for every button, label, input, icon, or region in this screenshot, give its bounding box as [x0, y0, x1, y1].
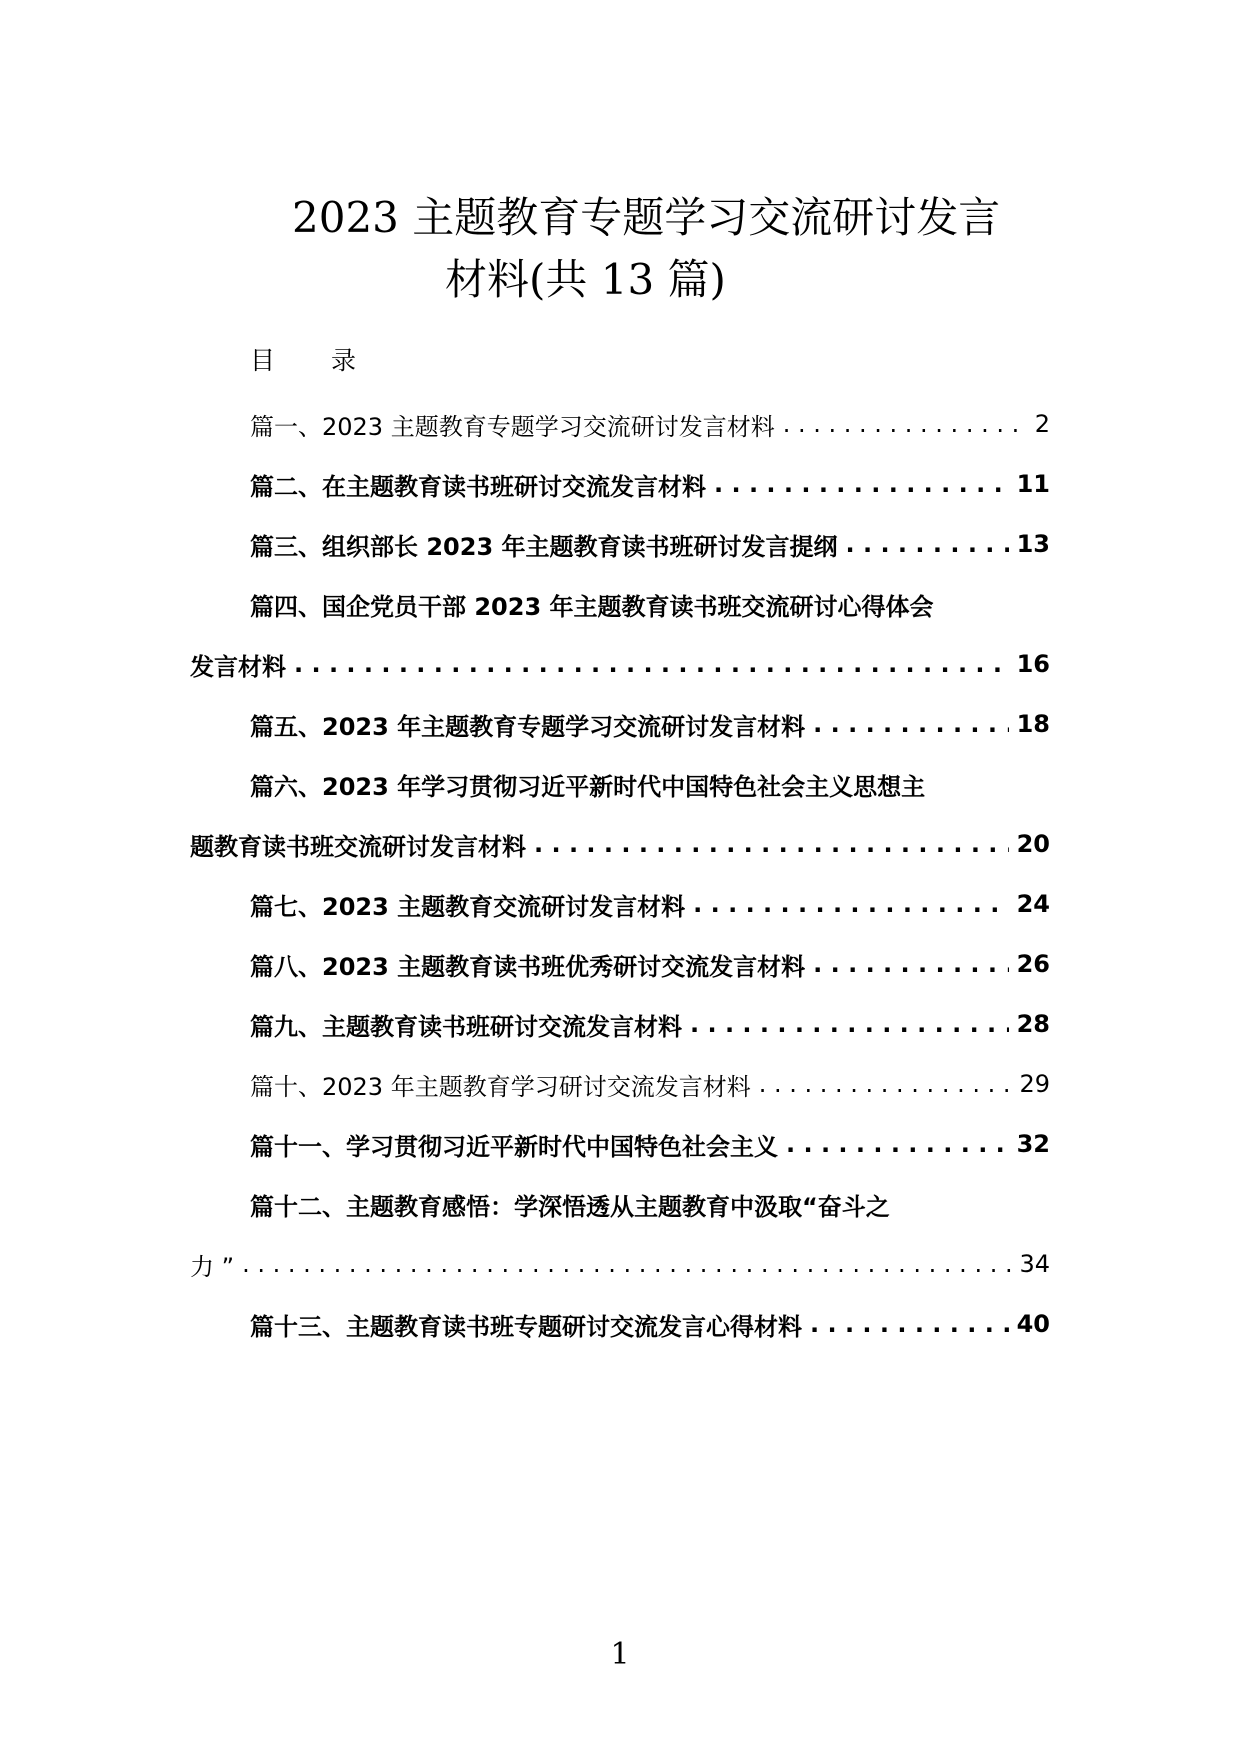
toc-leader-dots	[846, 530, 1009, 558]
toc-leader-dots	[242, 1250, 1011, 1278]
toc-entry-6[interactable]	[190, 824, 1050, 864]
toc-entry-page: 2	[1034, 410, 1050, 438]
toc-entry-text: 篇八、2023 主题教育读书班优秀研讨交流发言材料	[250, 952, 806, 981]
toc-entry-text: 篇三、组织部长 2023 年主题教育读书班研讨发言提纲	[250, 532, 838, 561]
toc-entry-text: 发言材料	[190, 652, 286, 681]
page-number: 1	[610, 1637, 630, 1672]
toc-entry-page: 26	[1016, 950, 1050, 978]
toc-entry-page: 13	[1016, 530, 1050, 558]
toc-leader-dots	[810, 1310, 1009, 1338]
toc-entry-page: 29	[1019, 1070, 1050, 1098]
toc-entry-2[interactable]	[250, 464, 1050, 504]
toc-leader-dots	[759, 1070, 1012, 1098]
toc-entry-text: 篇七、2023 主题教育交流研讨发言材料	[250, 892, 686, 921]
toc-entry-13[interactable]	[250, 1304, 1050, 1344]
toc-entry-10[interactable]	[250, 1064, 1050, 1104]
toc-entry-page: 24	[1016, 890, 1050, 918]
toc-heading: 目 录	[250, 346, 380, 375]
toc-entry-page: 16	[1016, 650, 1050, 678]
toc-entry-1[interactable]	[250, 404, 1050, 444]
toc-entry-12[interactable]	[190, 1244, 1050, 1284]
toc-entry-9[interactable]	[250, 1004, 1050, 1044]
toc-leader-dots	[690, 1010, 1009, 1038]
toc-leader-dots	[813, 950, 1008, 978]
toc-leader-dots	[714, 470, 1009, 498]
toc-entry-11[interactable]	[250, 1124, 1050, 1164]
toc-entry-page: 40	[1016, 1310, 1050, 1338]
toc-entry-text: 篇五、2023 年主题教育专题学习交流研讨发言材料	[250, 712, 806, 741]
toc-entry-5[interactable]	[250, 704, 1050, 744]
toc-entry-page: 28	[1016, 1010, 1050, 1038]
toc-leader-dots	[813, 710, 1008, 738]
toc-leader-dots	[783, 410, 1027, 438]
toc-entry-page: 20	[1016, 830, 1050, 858]
toc-entry-text: 篇十、2023 年主题教育学习研讨交流发言材料	[250, 1072, 751, 1101]
toc-leader-dots	[294, 650, 1009, 678]
toc-entry-text: 力 ”	[190, 1252, 235, 1281]
toc-entry-3[interactable]	[250, 524, 1050, 564]
toc-leader-dots	[693, 890, 1008, 918]
toc-entry-7[interactable]	[250, 884, 1050, 924]
toc-entry-page: 32	[1016, 1130, 1050, 1158]
toc-entry-page: 18	[1016, 710, 1050, 738]
toc-leader-dots	[786, 1130, 1009, 1158]
toc-leader-dots	[534, 830, 1009, 858]
document-title-line2: 材料(共 13 篇)	[445, 255, 726, 304]
toc-entry-4[interactable]	[190, 644, 1050, 684]
document-title-line1: 2023 主题教育专题学习交流研讨发言	[292, 193, 1001, 242]
toc-entry-6-line1[interactable]: 篇六、2023 年学习贯彻习近平新时代中国特色社会主义思想主	[250, 772, 926, 801]
toc-entry-text: 题教育读书班交流研讨发言材料	[190, 832, 526, 861]
toc-entry-text: 篇二、在主题教育读书班研讨交流发言材料	[250, 472, 706, 501]
toc-entry-page: 34	[1019, 1250, 1050, 1278]
toc-entry-8[interactable]	[250, 944, 1050, 984]
toc-entry-12-line1[interactable]: 篇十二、主题教育感悟：学深悟透从主题教育中汲取“奋斗之	[250, 1192, 890, 1221]
toc-entry-text: 篇一、2023 主题教育专题学习交流研讨发言材料	[250, 412, 775, 441]
toc-entry-text: 篇十三、主题教育读书班专题研讨交流发言心得材料	[250, 1312, 802, 1341]
toc-entry-page: 11	[1016, 470, 1050, 498]
toc-entry-text: 篇十一、学习贯彻习近平新时代中国特色社会主义	[250, 1132, 778, 1161]
toc-entry-4-line1[interactable]: 篇四、国企党员干部 2023 年主题教育读书班交流研讨心得体会	[250, 592, 934, 621]
toc-entry-text: 篇九、主题教育读书班研讨交流发言材料	[250, 1012, 682, 1041]
